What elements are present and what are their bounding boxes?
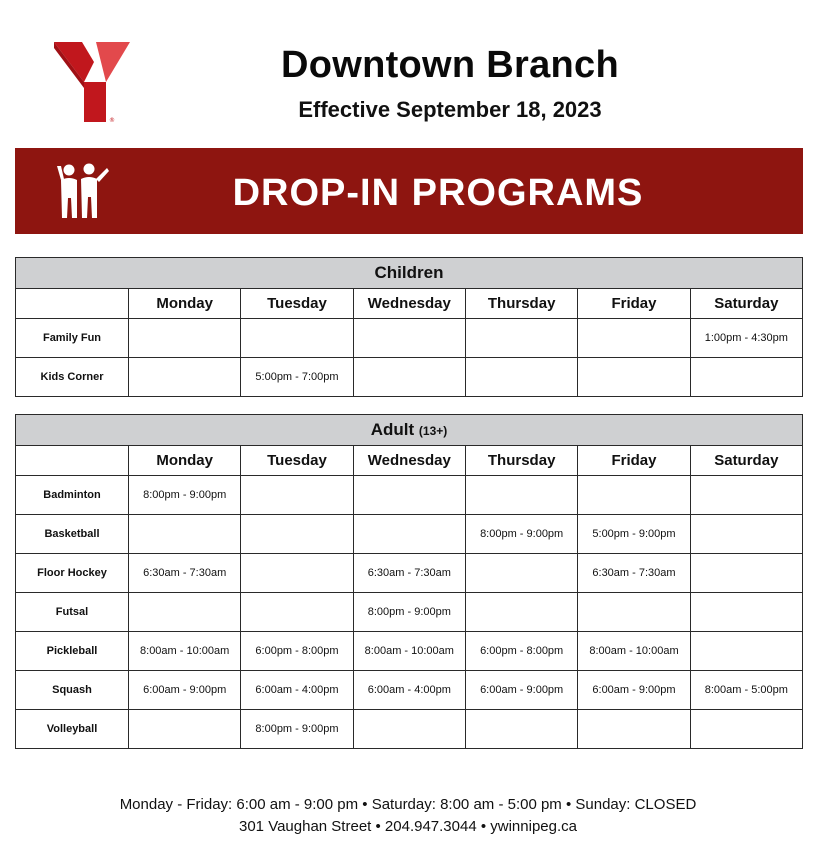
table-row <box>16 515 803 554</box>
time-cell <box>465 710 577 749</box>
time-cell: 6:00am - 4:00pm <box>353 671 465 710</box>
time-cell: 8:00am - 10:00am <box>353 632 465 671</box>
time-cell: 6:00pm - 8:00pm <box>241 632 353 671</box>
table-row <box>16 632 803 671</box>
time-cell <box>129 515 241 554</box>
program-name: Volleyball <box>16 710 129 749</box>
time-cell: 8:00pm - 9:00pm <box>353 593 465 632</box>
day-header-tuesday: Tuesday <box>241 289 353 319</box>
effective-date: Effective September 18, 2023 <box>298 97 602 122</box>
time-cell <box>241 476 353 515</box>
program-name: Floor Hockey <box>16 554 129 593</box>
day-header-wednesday: Wednesday <box>353 446 465 476</box>
time-cell: 6:00am - 4:00pm <box>241 671 353 710</box>
day-header-monday: Monday <box>129 289 241 319</box>
time-cell: 8:00am - 5:00pm <box>690 671 802 710</box>
day-header-thursday: Thursday <box>465 446 577 476</box>
time-cell <box>465 476 577 515</box>
time-cell <box>465 593 577 632</box>
adult-heading-label: Adult <box>370 420 415 439</box>
time-cell <box>690 593 802 632</box>
adult-schedule-table <box>15 414 803 749</box>
program-name: Kids Corner <box>16 358 129 397</box>
program-name: Futsal <box>16 593 129 632</box>
table-row <box>16 358 803 397</box>
time-cell <box>690 515 802 554</box>
time-cell <box>578 358 690 397</box>
day-header-saturday: Saturday <box>690 289 802 319</box>
time-cell: 6:00am - 9:00pm <box>465 671 577 710</box>
time-cell <box>241 554 353 593</box>
time-cell: 8:00am - 10:00am <box>129 632 241 671</box>
program-name: Squash <box>16 671 129 710</box>
day-header-friday: Friday <box>578 289 690 319</box>
table-row <box>16 671 803 710</box>
adult-heading <box>16 415 803 446</box>
time-cell <box>578 593 690 632</box>
time-cell <box>129 710 241 749</box>
time-cell <box>129 319 241 358</box>
time-cell <box>578 319 690 358</box>
time-cell <box>690 358 802 397</box>
time-cell <box>690 476 802 515</box>
time-cell <box>129 593 241 632</box>
time-cell <box>353 319 465 358</box>
time-cell: 6:30am - 7:30am <box>353 554 465 593</box>
footer-contact: 301 Vaughan Street • 204.947.3044 • ywinnipeg.ca <box>239 818 577 835</box>
banner-title: DROP-IN PROGRAMS <box>232 172 644 214</box>
program-name: Basketball <box>16 515 129 554</box>
time-cell <box>578 476 690 515</box>
time-cell: 5:00pm - 9:00pm <box>578 515 690 554</box>
time-cell <box>353 710 465 749</box>
time-cell <box>241 515 353 554</box>
time-cell: 6:00pm - 8:00pm <box>465 632 577 671</box>
day-header-saturday: Saturday <box>690 446 802 476</box>
day-header-thursday: Thursday <box>465 289 577 319</box>
time-cell <box>465 554 577 593</box>
table-row <box>16 319 803 358</box>
time-cell: 8:00pm - 9:00pm <box>241 710 353 749</box>
time-cell <box>353 358 465 397</box>
children-heading: Children <box>16 258 803 289</box>
program-name: Pickleball <box>16 632 129 671</box>
day-header-tuesday: Tuesday <box>241 446 353 476</box>
program-column-header <box>16 289 129 319</box>
time-cell: 6:30am - 7:30am <box>129 554 241 593</box>
program-name: Badminton <box>16 476 129 515</box>
table-row <box>16 554 803 593</box>
table-row <box>16 476 803 515</box>
time-cell <box>353 476 465 515</box>
time-cell: 6:00am - 9:00pm <box>578 671 690 710</box>
time-cell: 1:00pm - 4:30pm <box>690 319 802 358</box>
time-cell <box>690 710 802 749</box>
day-header-wednesday: Wednesday <box>353 289 465 319</box>
adult-age-note: (13+) <box>418 424 448 438</box>
table-row <box>16 593 803 632</box>
day-header-row <box>16 289 803 319</box>
table-row <box>16 710 803 749</box>
footer-hours: Monday - Friday: 6:00 am - 9:00 pm • Saturday: 8:00 am - 5:00 pm • Sunday: CLOSED <box>119 796 697 813</box>
time-cell <box>690 632 802 671</box>
day-header-friday: Friday <box>578 446 690 476</box>
day-header-monday: Monday <box>129 446 241 476</box>
time-cell: 6:30am - 7:30am <box>578 554 690 593</box>
day-header-row <box>16 446 803 476</box>
time-cell <box>465 358 577 397</box>
time-cell <box>241 593 353 632</box>
svg-text:®: ® <box>109 117 115 124</box>
time-cell: 8:00am - 10:00am <box>578 632 690 671</box>
program-name: Family Fun <box>16 319 129 358</box>
time-cell <box>353 515 465 554</box>
time-cell: 5:00pm - 7:00pm <box>241 358 353 397</box>
time-cell: 8:00pm - 9:00pm <box>129 476 241 515</box>
time-cell <box>690 554 802 593</box>
time-cell <box>465 319 577 358</box>
time-cell <box>578 710 690 749</box>
program-column-header <box>16 446 129 476</box>
time-cell: 8:00pm - 9:00pm <box>465 515 577 554</box>
time-cell: 6:00am - 9:00pm <box>129 671 241 710</box>
time-cell <box>241 319 353 358</box>
branch-title: Downtown Branch <box>280 44 620 86</box>
programs-banner <box>15 148 803 234</box>
children-schedule-table <box>15 257 803 397</box>
time-cell <box>129 358 241 397</box>
